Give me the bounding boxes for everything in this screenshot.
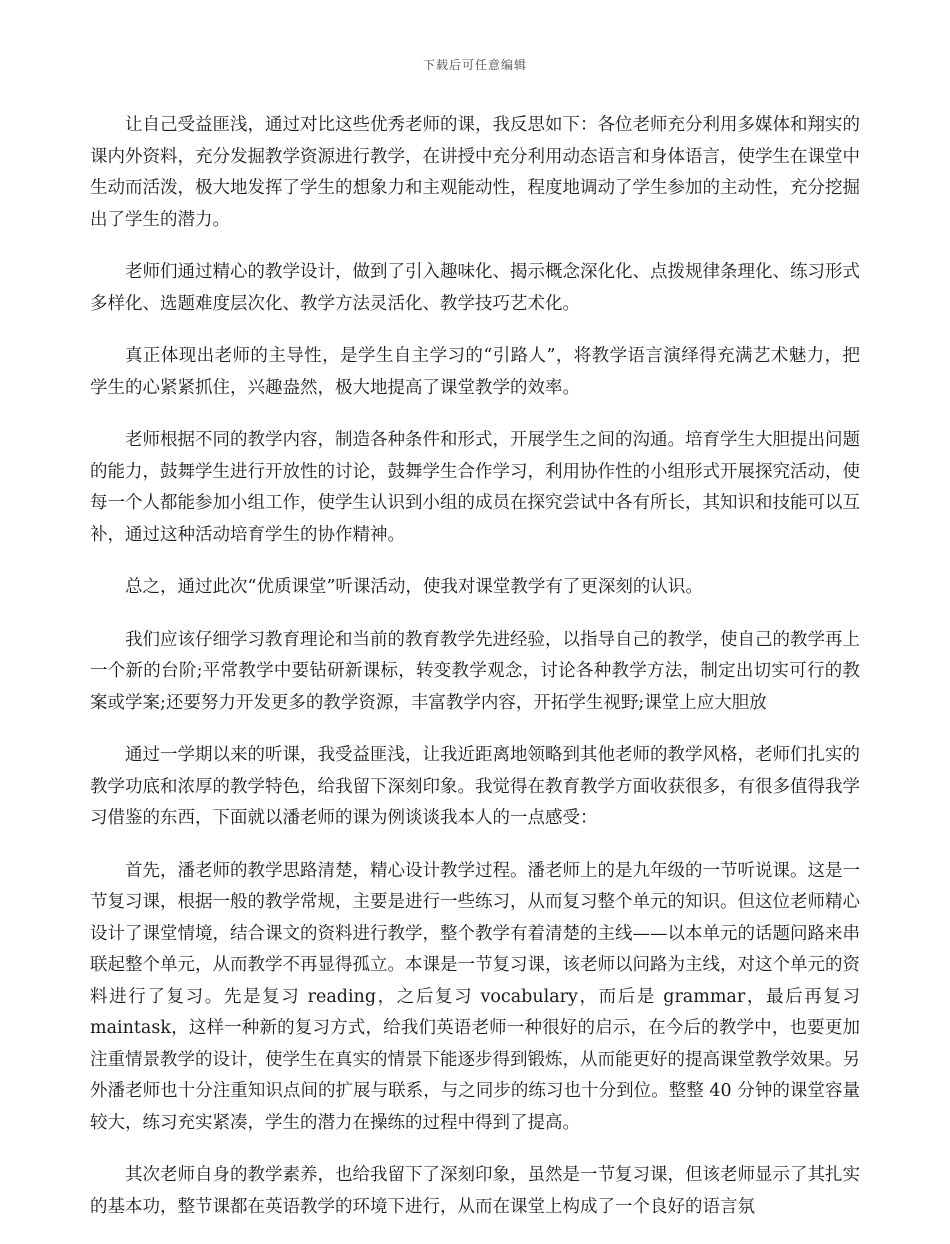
document-body: [90, 110, 860, 1244]
paragraph-9: 其次老师自身的教学素养，也给我留下了深刻印象，虽然是一节复习课，但该老师显示了其扎实的基本功，整节课都在英语教学的环境下进行，从而在课堂上构成了一个良好的语言氛: [90, 1165, 860, 1217]
paragraph-7: 通过一学期以来的听课，我受益匪浅，让我近距离地领略到其他老师的教学风格，老师们扎实的教学功底和浓厚的教学特色，给我留下深刻印象。我觉得在教育教学方面收获很多，有很多值得我学习借鉴的东西，下面就以潘老师的课为例谈谈我本人的一点感受：: [90, 745, 860, 828]
paragraph-4: 老师根据不同的教学内容，制造各种条件和形式，开展学生之间的沟通。培育学生大胆提出问题的能力，鼓舞学生进行开放性的讨论，鼓舞学生合作学习，利用协作性的小组形式开展探究活动，使每一个人都能参加小组工作，使学生认识到小组的成员在探究尝试中各有所长，其知识和技能可以互补，通过这种活动培育学生的协作精神。: [90, 430, 860, 545]
paragraph-8: 首先，潘老师的教学思路清楚，精心设计教学过程。潘老师上的是九年级的一节听说课。这是一节复习课，根据一般的教学常规，主要是进行一些练习，从而复习整个单元的知识。但这位老师精心设计了课堂情境，结合课文的资料进行教学，整个教学有着清楚的主线——以本单元的话题问路来串联起整个单元，从而教学不再显得孤立。本课是一节复习课，该老师以问路为主线，对这个单元的资料进行了复习。先是复习 reading，之后复习 vocabulary，而后是 grammar，最后再复习 maintask，这样一种新的复习方式，给我们英语老师一种很好的启示，在今后的教学中，也要更加注重情景教学的设计，使学生在真实的情景下能逐步得到锻炼，从而能更好的提高课堂教学效果。另外潘老师也十分注重知识点间的扩展与联系，与之同步的练习也十分到位。整整 40 分钟的课堂容量较大，练习充实紧凑，学生的潜力在操练的过程中得到了提高。: [90, 860, 860, 1133]
paragraph-3: 真正体现出老师的主导性，是学生自主学习的“引路人”，将教学语言演绎得充满艺术魅力，把学生的心紧紧抓住，兴趣盎然，极大地提高了课堂教学的效率。: [90, 346, 860, 398]
paragraph-1: 让自己受益匪浅，通过对比这些优秀老师的课，我反思如下：各位老师充分利用多媒体和翔实的课内外资料，充分发掘教学资源进行教学，在讲授中充分利用动态语言和身体语言，使学生在课堂中生动而活泼，极大地发挥了学生的想象力和主观能动性，程度地调动了学生参加的主动性，充分挖掘出了学生的潜力。: [90, 115, 860, 230]
paragraph-6: 我们应该仔细学习教育理论和当前的教育教学先进经验，以指导自己的教学，使自己的教学再上一个新的台阶;平常教学中要钻研新课标，转变教学观念，讨论各种教学方法，制定出切实可行的教案或学案;还要努力开发更多的教学资源，丰富教学内容，开拓学生视野;课堂上应大胆放: [90, 629, 860, 713]
page-header: 下载后可任意编辑: [422, 58, 527, 72]
paragraph-2: 老师们通过精心的教学设计，做到了引入趣味化、揭示概念深化化、点拨规律条理化、练习形式多样化、选题难度层次化、教学方法灵活化、教学技巧艺术化。: [90, 262, 860, 314]
paragraph-5: 总之，通过此次“优质课堂”听课活动，使我对课堂教学有了更深刻的认识。: [125, 577, 703, 597]
